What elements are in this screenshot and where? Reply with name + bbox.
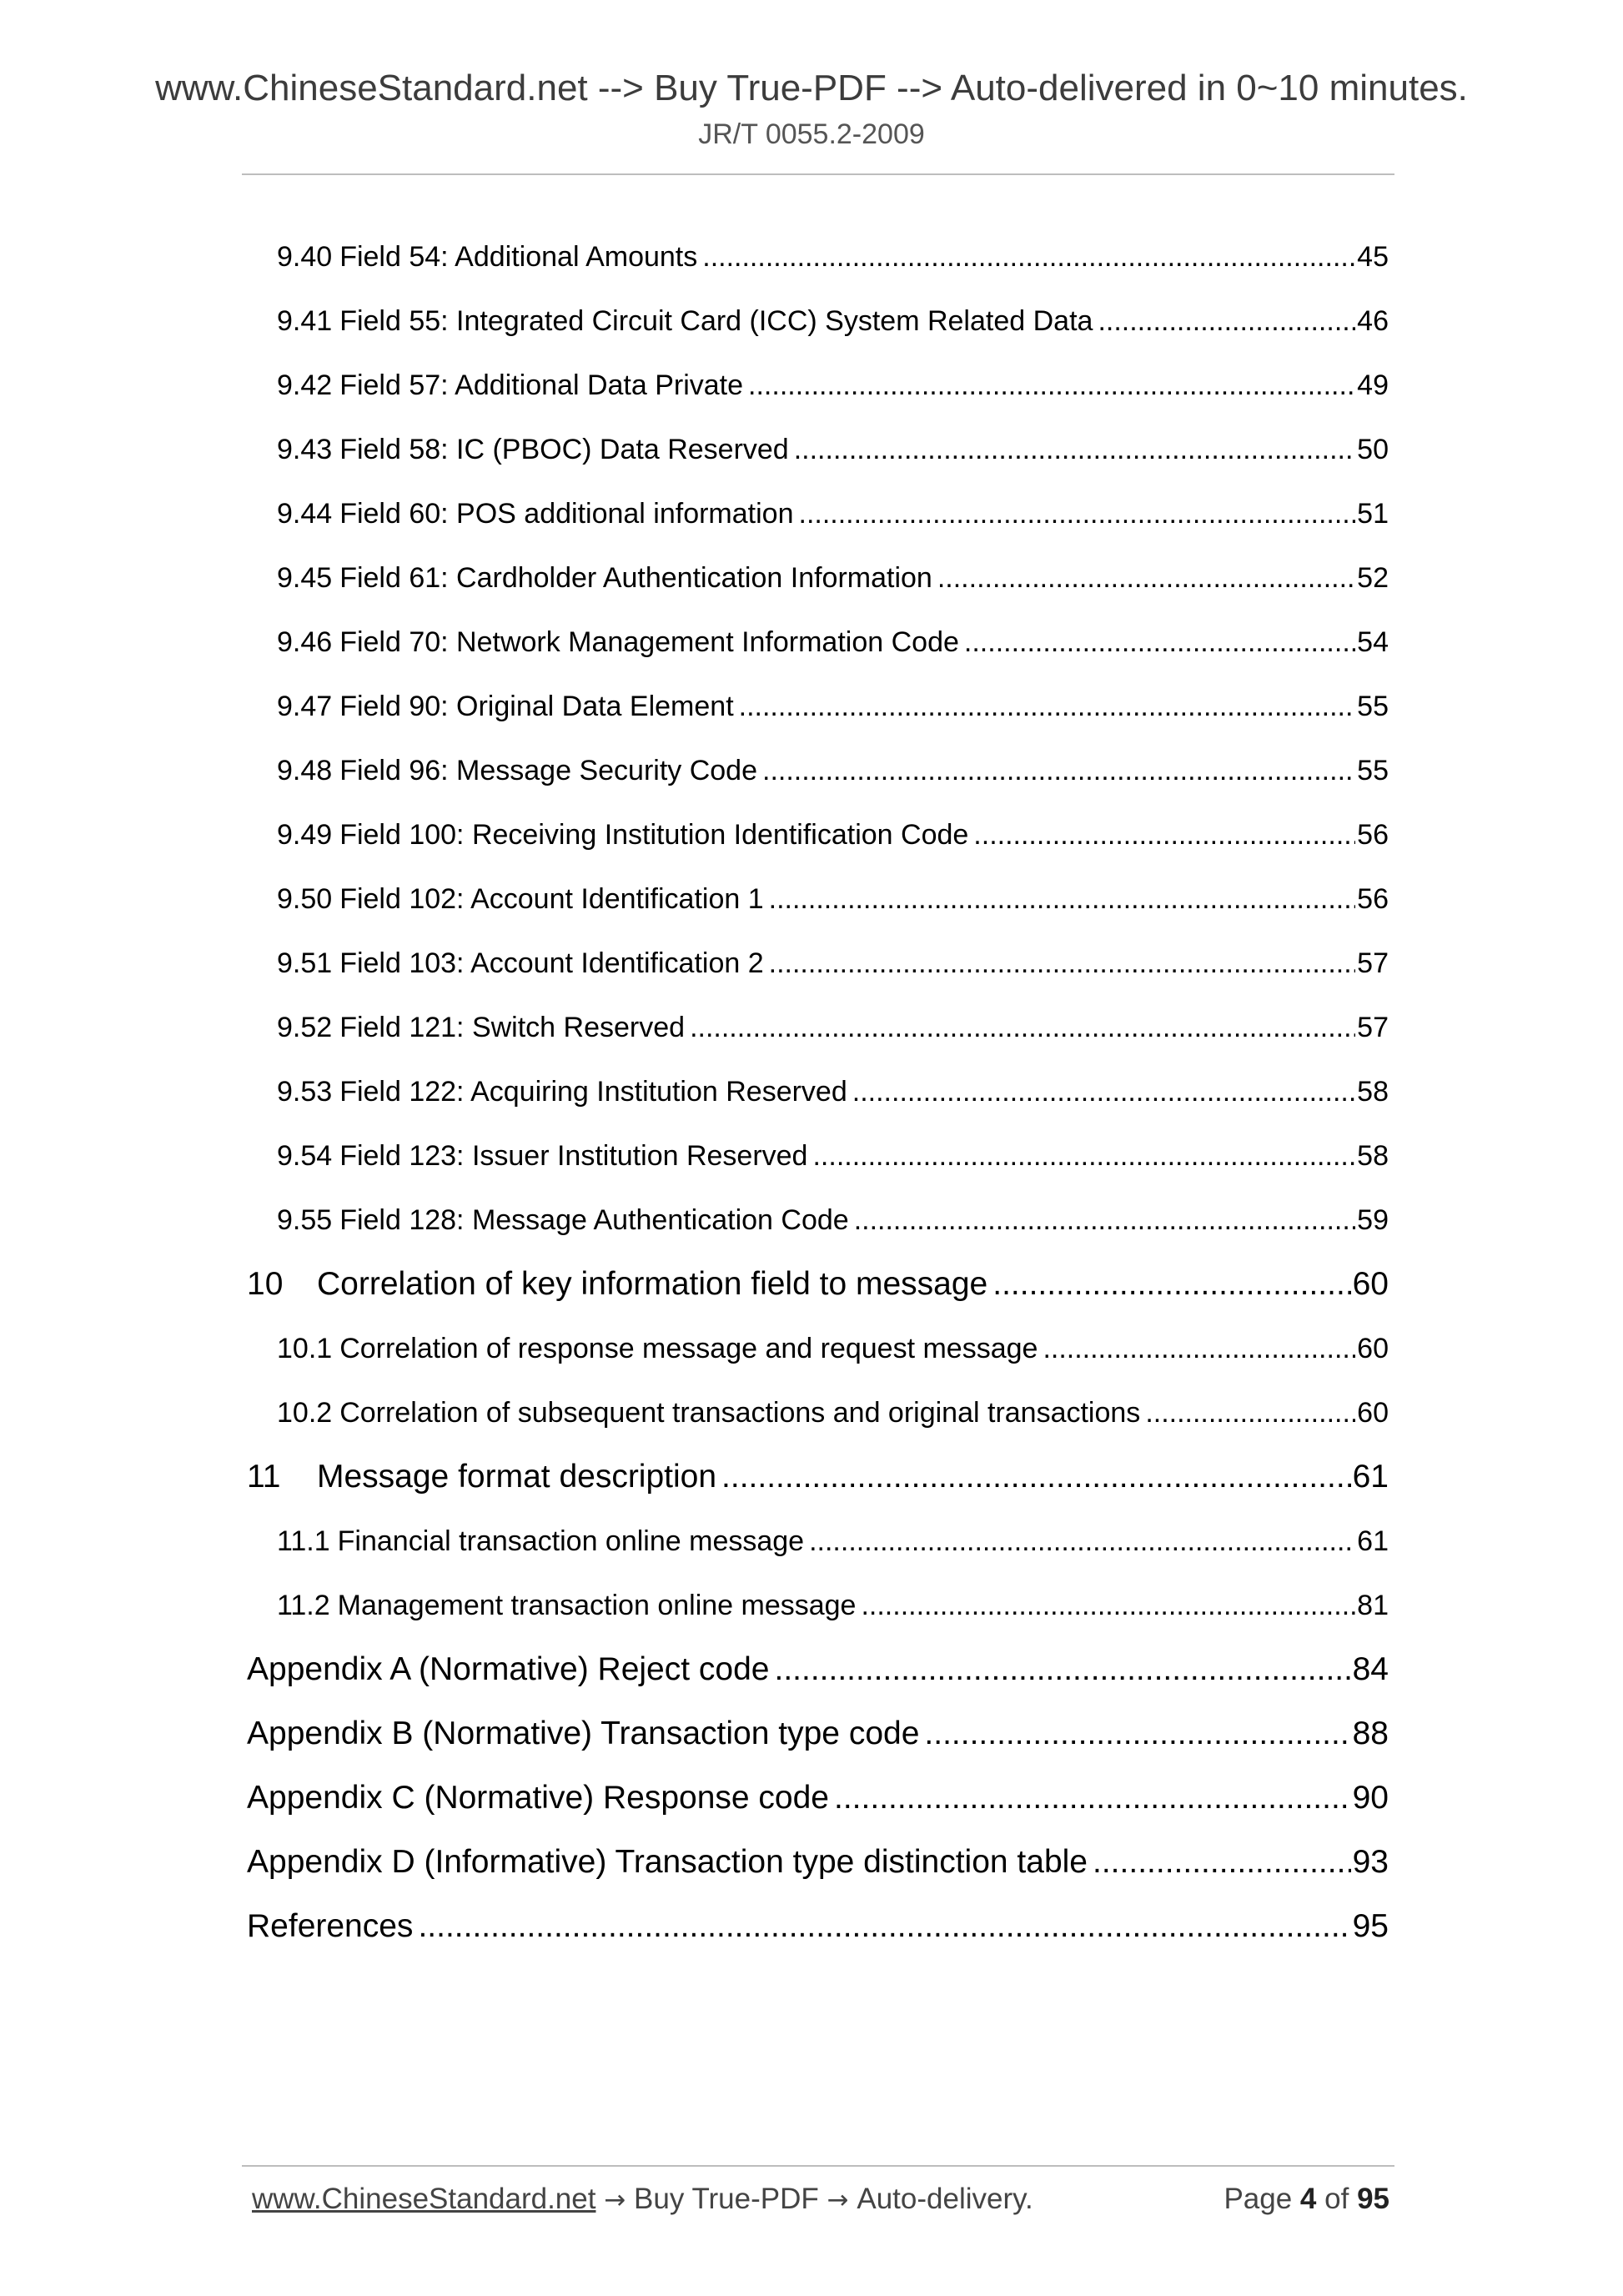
toc-entry-number: 11.1 <box>277 1525 330 1557</box>
toc-leader-dots <box>937 560 1355 596</box>
toc-leader-dots <box>1093 1841 1351 1883</box>
toc-leader-dots <box>418 1906 1350 1947</box>
toc-entry-page: 57 <box>1357 947 1389 979</box>
toc-entry-number: 9.52 <box>277 1012 333 1043</box>
toc-chapter-entry[interactable] <box>247 1456 1389 1498</box>
arrow-right-icon: → <box>827 2185 857 2215</box>
toc-entry-title: Field 61: Cardholder Authentication Information <box>339 562 932 594</box>
toc-entry-page: 60 <box>1352 1266 1389 1302</box>
toc-entry-page: 45 <box>1357 241 1389 273</box>
footer-divider <box>242 2165 1394 2167</box>
toc-leader-dots <box>861 1587 1355 1624</box>
toc-leader-dots <box>769 881 1356 917</box>
toc-entry-title: Field 128: Message Authentication Code <box>339 1204 849 1236</box>
toc-entry-title: Field 102: Account Identification 1 <box>339 883 764 915</box>
toc-entry-number: 9.51 <box>277 947 333 979</box>
toc-leader-dots <box>812 1138 1355 1174</box>
toc-appendix-entry[interactable] <box>247 1713 1389 1755</box>
toc-leader-dots <box>924 1713 1350 1755</box>
toc-leader-dots <box>852 1073 1355 1110</box>
toc-entry-page: 95 <box>1352 1908 1389 1944</box>
toc-entry-title: Field 54: Additional Amounts <box>339 241 698 273</box>
toc-leader-dots <box>774 1649 1350 1691</box>
toc-entry-title: Correlation of response message and request message <box>339 1333 1038 1364</box>
toc-entry-title: Field 55: Integrated Circuit Card (ICC) System Related Data <box>339 305 1093 337</box>
toc-entry-page: 88 <box>1352 1716 1389 1751</box>
toc-entry[interactable] <box>277 881 1389 917</box>
toc-entry[interactable] <box>277 945 1389 982</box>
toc-entry-title: Appendix C (Normative) Response code <box>247 1780 830 1816</box>
toc-leader-dots <box>690 1009 1355 1046</box>
footer-buy-text: Buy True-PDF <box>634 2183 819 2215</box>
toc-entry-number: 9.47 <box>277 691 333 722</box>
toc-entry-title: Management transaction online message <box>337 1590 857 1621</box>
toc-chapter-entry[interactable] <box>247 1264 1389 1305</box>
toc-entry-page: 57 <box>1357 1012 1389 1043</box>
toc-entry-title: Message format description <box>317 1459 717 1495</box>
toc-entry[interactable] <box>277 1394 1389 1431</box>
toc-entry-number: 9.50 <box>277 883 333 915</box>
toc-entry-page: 90 <box>1352 1780 1389 1816</box>
toc-entry-title: Appendix D (Informative) Transaction type distinction table <box>247 1844 1088 1880</box>
toc-entry[interactable] <box>277 688 1389 725</box>
toc-entry-number: 9.55 <box>277 1204 333 1236</box>
toc-entry[interactable] <box>277 367 1389 404</box>
toc-entry[interactable] <box>277 560 1389 596</box>
toc-entry-title: Correlation of key information field to message <box>317 1266 988 1302</box>
toc-entry-page: 54 <box>1357 626 1389 658</box>
toc-entry-title: Field 121: Switch Reserved <box>339 1012 686 1043</box>
toc-entry[interactable] <box>277 1073 1389 1110</box>
page-footer <box>252 2180 1389 2219</box>
toc-entry-page: 84 <box>1352 1651 1389 1687</box>
toc-entry-page: 58 <box>1357 1076 1389 1108</box>
toc-entry-page: 51 <box>1357 498 1389 530</box>
toc-entry-page: 60 <box>1357 1397 1389 1429</box>
header-banner: www.ChineseStandard.net --> Buy True-PDF --> Auto-delivered in 0~10 minutes. <box>155 68 1468 108</box>
toc-leader-dots <box>794 431 1355 468</box>
toc-entry-title: References <box>247 1908 414 1944</box>
toc-entry-page: 60 <box>1357 1333 1389 1364</box>
toc-entry[interactable] <box>277 303 1389 339</box>
toc-entry-number: 9.48 <box>277 755 333 786</box>
toc-entry-page: 93 <box>1352 1844 1389 1880</box>
toc-leader-dots <box>769 945 1356 982</box>
toc-entry-page: 58 <box>1357 1140 1389 1172</box>
toc-entry-page: 59 <box>1357 1204 1389 1236</box>
toc-entry[interactable] <box>277 431 1389 468</box>
toc-entry-number: 11.2 <box>277 1590 330 1621</box>
toc-leader-dots <box>1043 1330 1355 1367</box>
arrow-right-icon: → <box>604 2185 635 2215</box>
toc-entry-page: 50 <box>1357 434 1389 465</box>
toc-entry-page: 46 <box>1357 305 1389 337</box>
toc-entry[interactable] <box>277 624 1389 661</box>
toc-leader-dots <box>799 495 1356 532</box>
toc-leader-dots <box>1098 303 1355 339</box>
toc-entry-number: 9.44 <box>277 498 333 530</box>
toc-entry-number: 9.45 <box>277 562 333 594</box>
toc-entry-title: Field 100: Receiving Institution Identification Code <box>339 819 969 851</box>
page-total: 95 <box>1357 2183 1389 2215</box>
toc-entry-number: 9.42 <box>277 369 333 401</box>
toc-entry[interactable] <box>277 1330 1389 1367</box>
toc-entry-page: 49 <box>1357 369 1389 401</box>
toc-entry[interactable] <box>277 239 1389 275</box>
toc-entry-title: Field 123: Issuer Institution Reserved <box>339 1140 808 1172</box>
toc-entry[interactable] <box>277 1587 1389 1624</box>
toc-references-entry[interactable] <box>247 1906 1389 1947</box>
toc-leader-dots <box>721 1456 1351 1498</box>
header-divider <box>242 173 1394 175</box>
toc-entry-page: 55 <box>1357 755 1389 786</box>
page-number <box>1224 2180 1389 2219</box>
toc-entry-page: 56 <box>1357 883 1389 915</box>
toc-entry-number: 10.2 <box>277 1397 333 1429</box>
toc-leader-dots <box>702 239 1355 275</box>
toc-entry-title: Field 103: Account Identification 2 <box>339 947 764 979</box>
toc-entry-number: 9.41 <box>277 305 333 337</box>
toc-entry-page: 55 <box>1357 691 1389 722</box>
toc-entry-number: 10.1 <box>277 1333 333 1364</box>
toc-entry-title: Field 60: POS additional information <box>339 498 794 530</box>
toc-appendix-entry[interactable] <box>247 1777 1389 1819</box>
toc-leader-dots <box>809 1523 1355 1560</box>
toc-leader-dots <box>739 688 1356 725</box>
toc-leader-dots <box>762 752 1355 789</box>
document-id: JR/T 0055.2-2009 <box>698 118 925 150</box>
footer-delivery-text: Auto-delivery. <box>857 2183 1033 2215</box>
toc-entry-title: Appendix B (Normative) Transaction type code <box>247 1716 920 1751</box>
toc-entry-page: 61 <box>1352 1459 1389 1495</box>
footer-links <box>252 2180 1033 2219</box>
toc-entry[interactable] <box>277 1202 1389 1238</box>
toc-entry-title: Field 90: Original Data Element <box>339 691 734 722</box>
toc-entry-title: Field 122: Acquiring Institution Reserved <box>339 1076 847 1108</box>
toc-entry[interactable] <box>277 1009 1389 1046</box>
toc-entry-page: 81 <box>1357 1590 1389 1621</box>
toc-entry-number: 9.54 <box>277 1140 333 1172</box>
toc-entry-number: 9.46 <box>277 626 333 658</box>
toc-appendix-entry[interactable] <box>247 1649 1389 1691</box>
toc-entry-title: Field 57: Additional Data Private <box>339 369 744 401</box>
page-of-label: of <box>1324 2183 1349 2215</box>
toc-entry-title: Field 58: IC (PBOC) Data Reserved <box>339 434 789 465</box>
toc-entry-title: Financial transaction online message <box>337 1525 805 1557</box>
toc-entry[interactable] <box>277 1138 1389 1174</box>
toc-entry-number: 10 <box>247 1266 284 1302</box>
toc-entry[interactable] <box>277 1523 1389 1560</box>
footer-site-link[interactable]: www.ChineseStandard.net <box>252 2183 596 2215</box>
toc-entry-title: Field 70: Network Management Information Code <box>339 626 959 658</box>
toc-entry-title: Correlation of subsequent transactions and original transactions <box>339 1397 1141 1429</box>
page-current: 4 <box>1299 2183 1317 2215</box>
toc-entry-number: 9.49 <box>277 819 333 851</box>
toc-entry-number: 11 <box>247 1459 281 1495</box>
toc-leader-dots <box>1145 1394 1355 1431</box>
toc-entry[interactable] <box>277 495 1389 532</box>
toc-entry-page: 61 <box>1357 1525 1389 1557</box>
toc-appendix-entry[interactable] <box>247 1841 1389 1883</box>
toc-entry[interactable] <box>277 752 1389 789</box>
toc-entry-page: 52 <box>1357 562 1389 594</box>
toc-entry-number: 9.43 <box>277 434 333 465</box>
toc-entry-number: 9.40 <box>277 241 333 273</box>
toc-entry-page: 56 <box>1357 819 1389 851</box>
toc-entry[interactable] <box>277 816 1389 853</box>
toc-leader-dots <box>834 1777 1351 1819</box>
toc-entry-number: 9.53 <box>277 1076 333 1108</box>
page-label: Page <box>1224 2183 1293 2215</box>
toc-entry-title: Field 96: Message Security Code <box>339 755 757 786</box>
toc-leader-dots <box>854 1202 1355 1238</box>
toc-leader-dots <box>964 624 1355 661</box>
toc-leader-dots <box>973 816 1355 853</box>
toc-leader-dots <box>748 367 1355 404</box>
toc-entry-title: Appendix A (Normative) Reject code <box>247 1651 770 1687</box>
toc-leader-dots <box>992 1264 1350 1305</box>
